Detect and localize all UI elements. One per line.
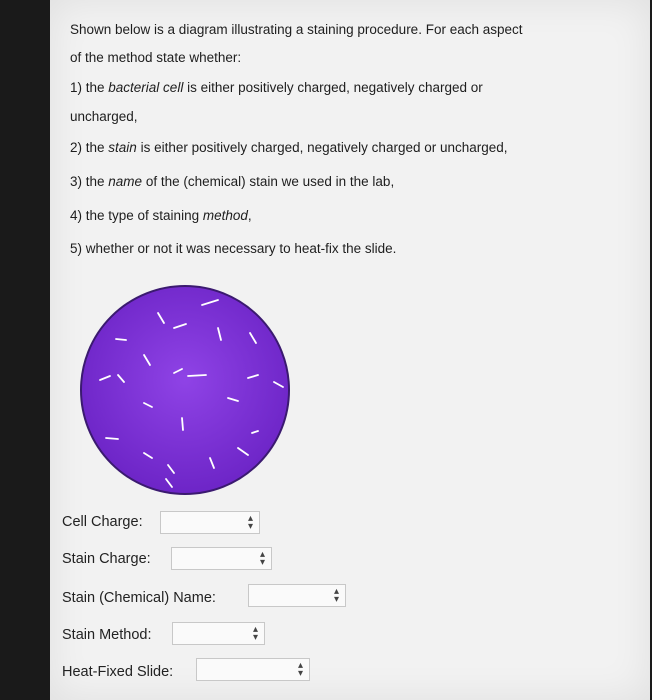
question-item-5: 5) whether or not it was necessary to heat-fix the slide.: [70, 241, 397, 256]
item-1-prefix: 1) the: [70, 80, 109, 95]
question-item-1: [70, 80, 483, 95]
item-4-prefix: 4) the type of staining: [70, 208, 203, 223]
stain-name-label: Stain (Chemical) Name:: [62, 590, 216, 606]
question-item-3: [70, 174, 394, 189]
item-4-suffix: ,: [247, 208, 252, 223]
question-item-4: [70, 208, 252, 223]
bacterial-cell: [188, 375, 206, 376]
cell-charge-label: Cell Charge:: [62, 514, 143, 530]
stain-charge-select[interactable]: [171, 547, 272, 570]
up-down-chevron-icon: ▴ ▾: [259, 549, 265, 568]
item-2-emphasis: stain: [108, 140, 137, 155]
item-3-emphasis: name: [108, 174, 143, 189]
question-line-2: of the method state whether:: [70, 50, 242, 65]
bacterial-cell: [116, 339, 126, 340]
stain-charge-label: Stain Charge:: [62, 551, 151, 567]
item-1-emphasis: bacterial cell: [108, 80, 184, 95]
bacterial-cell: [106, 438, 118, 439]
stain-method-label: Stain Method:: [62, 627, 152, 643]
up-down-chevron-icon: ▴ ▾: [247, 513, 253, 532]
item-3-prefix: 3) the: [70, 174, 109, 189]
cell-charge-select[interactable]: [160, 511, 260, 534]
stained-slide-svg: [78, 283, 292, 497]
item-2-suffix: is either positively charged, negatively charged or uncharged,: [136, 140, 508, 155]
question-item-2: [70, 140, 508, 155]
stained-slide-diagram: [78, 283, 292, 497]
slide-field-circle: [81, 286, 289, 494]
up-down-chevron-icon: ▴ ▾: [297, 660, 303, 679]
stain-name-select[interactable]: [248, 584, 346, 607]
bacterial-cell: [182, 418, 183, 430]
question-item-1-cont: uncharged,: [70, 109, 138, 124]
item-4-emphasis: method: [202, 208, 248, 223]
up-down-chevron-icon: ▴ ▾: [252, 624, 258, 643]
up-down-chevron-icon: ▴ ▾: [333, 586, 339, 605]
item-2-prefix: 2) the: [70, 140, 109, 155]
stain-method-select[interactable]: [172, 622, 265, 645]
item-1-suffix: is either positively charged, negatively charged or: [183, 80, 483, 95]
heat-fixed-label: Heat-Fixed Slide:: [62, 664, 174, 680]
question-line-1: Shown below is a diagram illustrating a staining procedure. For each aspect: [70, 22, 523, 37]
item-3-suffix: of the (chemical) stain we used in the lab,: [142, 174, 395, 189]
heat-fixed-select[interactable]: [196, 658, 310, 681]
